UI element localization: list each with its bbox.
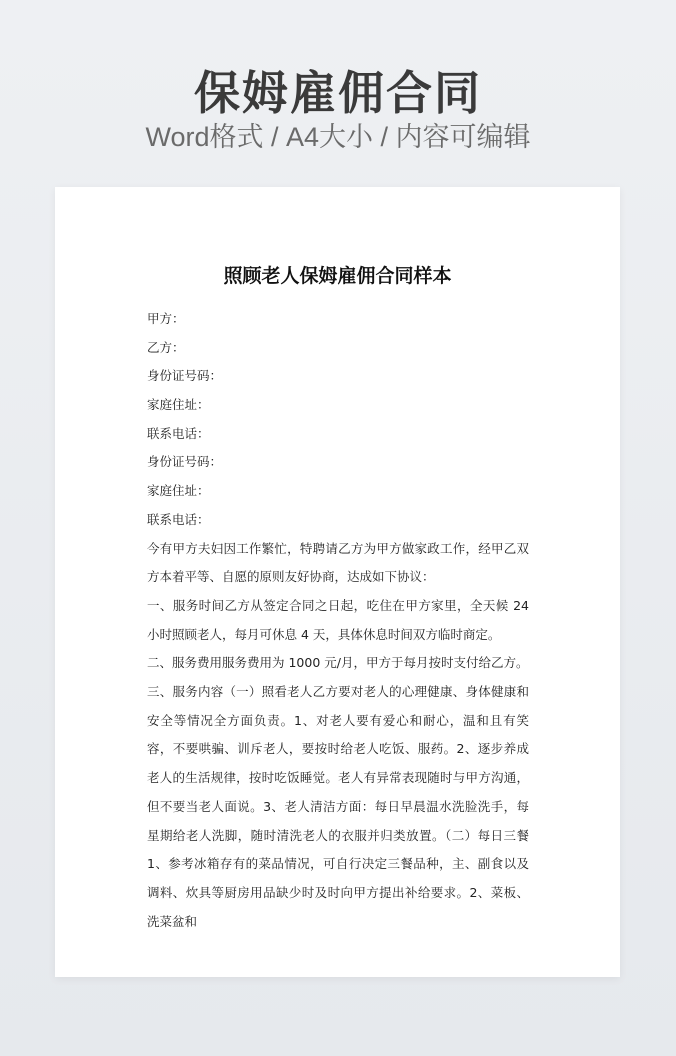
banner-title: 保姆雇佣合同 bbox=[194, 66, 482, 120]
document-title: 照顾老人保姆雇佣合同样本 bbox=[223, 265, 452, 287]
field-id-number: 身份证号码： bbox=[147, 454, 223, 470]
paragraph-service-content: 三、服务内容（一）照看老人乙方要对老人的心理健康、身体健康和安全等情况全方面负责。1、对老人要有爱心和耐心，温和且有笑容，不要哄骗、训斥老人，要按时给老人吃饭、服药。2、逐步养成老人的生活规律，按时吃饭睡觉。老人有异常表现随时与甲方沟通，但不要当老人面说。3、老人清洁方面：每日早晨温水洗脸洗手，每星期给老人洗脚，随时清洗老人的衣服并归类放置。（二）每日三餐 1、参考冰箱存有的菜品情况，可自行决定三餐品种，主、副食以及调料、炊具等厨房用品缺少时及时向甲方提出补给要求。2、菜板、洗菜盆和 bbox=[147, 684, 529, 929]
paragraph-service-fee: 二、服务费用服务费用为 1000 元/月，甲方于每月按时支付给乙方。 bbox=[147, 655, 529, 671]
document-body bbox=[147, 305, 529, 936]
banner bbox=[0, 0, 676, 180]
document-page bbox=[55, 187, 620, 977]
field-home-address: 家庭住址： bbox=[147, 483, 210, 499]
field-phone: 联系电话： bbox=[147, 511, 210, 527]
field-id-number: 身份证号码： bbox=[147, 368, 223, 384]
paragraph-service-time: 一、服务时间乙方从签定合同之日起，吃住在甲方家里，全天候 24 小时照顾老人，每月可休息 4 天，具体休息时间双方临时商定。 bbox=[147, 597, 529, 642]
field-party-a: 甲方： bbox=[147, 311, 185, 326]
field-party-b: 乙方： bbox=[147, 339, 185, 355]
banner-subtitle: Word格式 / A4大小 / 内容可编辑 bbox=[145, 122, 531, 152]
field-home-address: 家庭住址： bbox=[147, 397, 210, 413]
paragraph-intro: 今有甲方夫妇因工作繁忙，特聘请乙方为甲方做家政工作，经甲乙双方本着平等、自愿的原则友好协商，达成如下协议： bbox=[147, 540, 529, 585]
field-phone: 联系电话： bbox=[147, 425, 210, 441]
